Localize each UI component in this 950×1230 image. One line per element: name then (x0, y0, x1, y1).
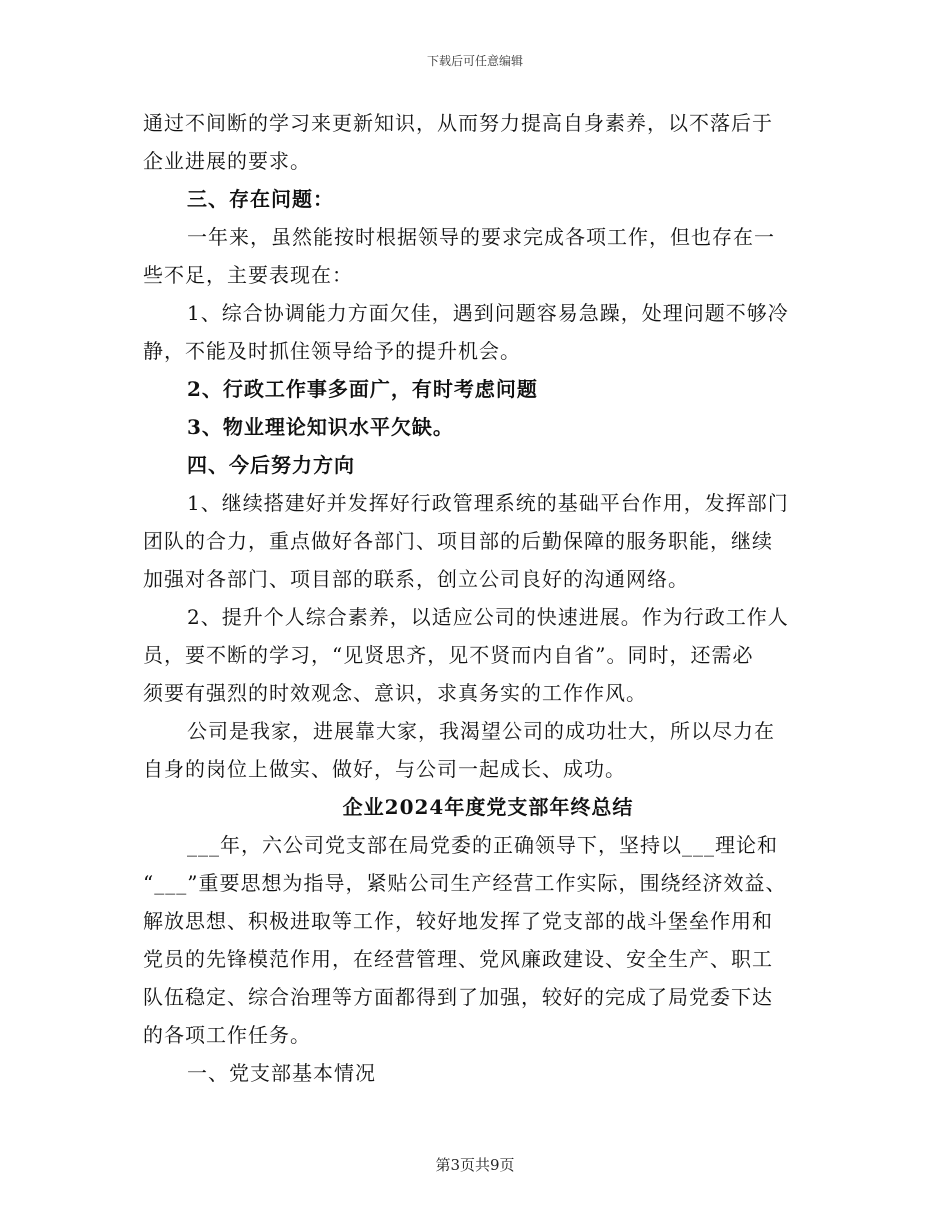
section-heading: 四、今后努力方向 (187, 453, 355, 477)
paragraph-line: ___年，六公司党支部在局党委的正确领导下，坚持以___理论和 (187, 833, 778, 857)
paragraph-line: 些不足，主要表现在： (143, 263, 353, 287)
paragraph-line: 团队的合力，重点做好各部门、项目部的后勤保障的服务职能，继续 (143, 529, 773, 553)
document-body (143, 104, 833, 1092)
paragraph-line: 解放思想、积极进取等工作，较好地发挥了党支部的战斗堡垒作用和 (143, 909, 773, 933)
document-title: 企业2024年度党支部年终总结 (342, 795, 634, 819)
paragraph-line: 静，不能及时抓住领导给予的提升机会。 (143, 339, 521, 363)
paragraph-line: 须要有强烈的时效观念、意识，求真务实的工作作风。 (143, 681, 647, 705)
section-heading: 三、存在问题： (187, 187, 334, 211)
paragraph-line: 公司是我家，进展靠大家，我渴望公司的成功壮大，所以尽力在 (187, 719, 775, 743)
paragraph-line: 一年来，虽然能按时根据领导的要求完成各项工作，但也存在一 (187, 225, 775, 249)
paragraph-line: 企业进展的要求。 (143, 149, 311, 173)
paragraph-line: 队伍稳定、综合治理等方面都得到了加强，较好的完成了局党委下达 (143, 985, 773, 1009)
paragraph-line: 员，要不断的学习，“见贤思齐，见不贤而内自省”。同时，还需必 (143, 643, 754, 667)
list-item-bold: 3、物业理论知识水平欠缺。 (187, 415, 454, 439)
page-header: 下载后可任意编辑 (426, 54, 523, 68)
paragraph-line: 1、综合协调能力方面欠佳，遇到问题容易急躁，处理问题不够冷 (187, 301, 789, 325)
paragraph-line: 自身的岗位上做实、做好，与公司一起成长、成功。 (143, 757, 626, 781)
paragraph-line: 党员的先锋模范作用，在经营管理、党风廉政建设、安全生产、职工 (143, 947, 773, 971)
paragraph-line: “___”重要思想为指导，紧贴公司生产经营工作实际，围绕经济效益、 (143, 871, 787, 895)
paragraph-line: 2、提升个人综合素养，以适应公司的快速进展。作为行政工作人 (187, 605, 789, 629)
paragraph-line: 1、继续搭建好并发挥好行政管理系统的基础平台作用，发挥部门 (187, 491, 789, 515)
page-number: 第3页共9页 (435, 1156, 515, 1174)
paragraph-line: 加强对各部门、项目部的联系，创立公司良好的沟通网络。 (143, 567, 689, 591)
section-heading: 一、党支部基本情况 (187, 1061, 376, 1085)
paragraph-line: 的各项工作任务。 (143, 1023, 311, 1047)
paragraph-line: 通过不间断的学习来更新知识，从而努力提高自身素养，以不落后于 (143, 111, 773, 135)
list-item-bold: 2、行政工作事多面广，有时考虑问题 (187, 377, 538, 401)
